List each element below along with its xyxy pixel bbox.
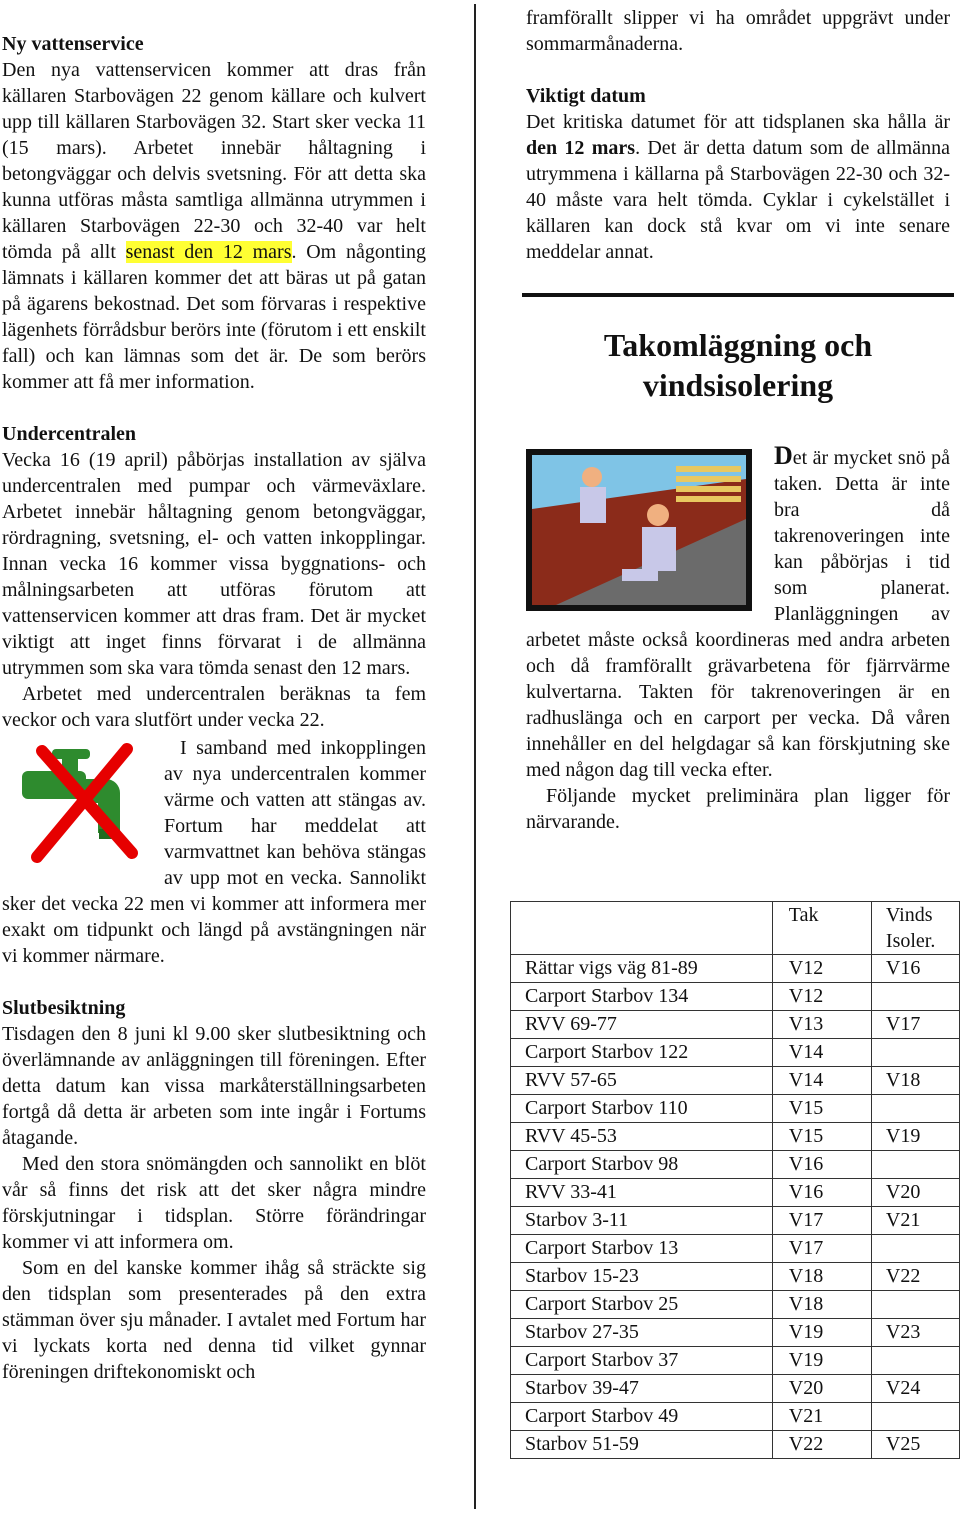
table-cell-2 [871,1235,959,1263]
table-row [511,1431,960,1459]
paragraph-slutbesiktning-2: Med den stora snömängden och sannolikt en blöt vår så finns det risk att det sker några mindre förskjutningar i tidsplan. Större förändringar kommer vi att informera om. [2,1153,426,1253]
table-cell-2: V22 [871,1263,959,1291]
table-cell-0: Carport Starbov 25 [511,1291,773,1319]
table-cell-0: Starbov 39-47 [511,1375,773,1403]
table-cell-0: Carport Starbov 13 [511,1235,773,1263]
table-row [511,1123,960,1151]
table-cell-0: Carport Starbov 134 [511,983,773,1011]
table-header-cell-1: Tak [772,902,871,955]
table-cell-1: V22 [772,1431,871,1459]
paragraph-continuation: framförallt slipper vi ha området uppgrävt under sommarmånaderna. [526,7,950,55]
table-row [511,983,960,1011]
dropcap: D [774,441,793,470]
paragraph-undercentralen-1: Vecka 16 (19 april) påbörjas installation av själva undercentralen med pumpar och värmeväxlare. Arbetet innebär håltagning genom betongväggar, rördragning, svetsning, el- och vatten inkopplingar. Innan vecka 16 kommer vissa byggnations- och målningsarbeten att utföras förutom att vattenservicen kommer att dras fram. Det är mycket viktigt att inget finns förvarat i de allmänna utrymmen som ska vara tömda senast den 12 mars. [2,449,426,679]
paragraph-viktigt-datum: Det kritiska datumet för att tidsplanen ska hålla är den 12 mars. Det är detta datum som de allmänna utrymmena i källarna på Starbovägen 22-30 och 32-40 måste vara helt tömda. Cyklar i cykelstället i källaren kan dock stå kvar om vi inte senare meddelar annat. [526,111,950,263]
table-cell-1: V12 [772,983,871,1011]
table-cell-1: V12 [772,955,871,983]
title-takomlaggning: Takomläggning och vindsisolering [603,327,873,403]
table-cell-1: V16 [772,1151,871,1179]
paragraph-vattenservice: Den nya vattenservicen kommer att dras från källaren Starbovägen 22 genom källare och kulvert upp till källaren Starbovägen 32. Start sker vecka 11 (15 mars). Arbetet innebär håltagning i betongväggar och delvis svetsning. För att detta ska kunna utföras måsta samtliga allmänna utrymmen i källaren Starbovägen 22-30 och 32-40 var helt tömda på allt senast den 12 mars. Om någonting lämnats i källaren kommer det att bäras ut på gatan på ägarens bekostnad. Det som förvaras i respektive lägenhets förrådsbur berörs inte (förutom i ett enskilt fall) och kan lämnas som det är. De som berörs kommer att få mer information. [2,59,426,393]
table-cell-0: Starbov 15-23 [511,1263,773,1291]
table-cell-1: V19 [772,1319,871,1347]
table-row [511,1207,960,1235]
table-cell-1: V18 [772,1263,871,1291]
table-row [511,1039,960,1067]
table-row [511,1291,960,1319]
heading-viktigt-datum: Viktigt datum [526,85,646,107]
schedule-table [510,901,960,1459]
paragraph-undercentralen-2: Arbetet med undercentralen beräknas ta fem veckor och vara slutfört under vecka 22. [2,683,426,731]
table-cell-1: V16 [772,1179,871,1207]
faucet-crossed-icon [2,735,152,868]
table-row [511,1095,960,1123]
table-cell-0: Carport Starbov 110 [511,1095,773,1123]
table-cell-1: V15 [772,1095,871,1123]
paragraph-takomlaggning-1: Det är mycket snö på taken. Detta är inte bra då takrenoveringen inte kan påbörjas i tid som planerat. Planläggningen av arbetet måste också koordineras med andra arbeten och då framförallt grävarbetena för fjärrvärme kulvertarna. Takten för takrenoveringen är en radhuslänga och en carport per vecka. Då våren innehåller en del helgdagar så kan förskjutning ske med någon dag till vecka efter. [526,441,950,781]
table-cell-0: Rättar vigs väg 81-89 [511,955,773,983]
table-row [511,1375,960,1403]
table-cell-1: V15 [772,1123,871,1151]
bold-date: den 12 mars [526,137,636,159]
table-cell-0: Carport Starbov 49 [511,1403,773,1431]
table-row [511,1067,960,1095]
table-row [511,1319,960,1347]
table-cell-2: V25 [871,1431,959,1459]
left-column [2,0,426,1385]
table-row [511,1347,960,1375]
table-cell-2 [871,983,959,1011]
column-divider [474,4,476,1509]
table-cell-0: RVV 45-53 [511,1123,773,1151]
table-cell-2 [871,1151,959,1179]
table-header-cell-2: Vinds Isoler. [871,902,959,955]
table-cell-0: RVV 33-41 [511,1179,773,1207]
table-row [511,1235,960,1263]
table-cell-2: V21 [871,1207,959,1235]
table-cell-1: V21 [772,1403,871,1431]
table-cell-2 [871,1039,959,1067]
heading-slutbesiktning: Slutbesiktning [2,997,126,1019]
table-cell-2 [871,1403,959,1431]
table-row [511,1403,960,1431]
table-cell-1: V14 [772,1039,871,1067]
table-cell-1: V18 [772,1291,871,1319]
table-cell-2: V19 [871,1123,959,1151]
table-row [511,1011,960,1039]
table-cell-2: V24 [871,1375,959,1403]
table-cell-2 [871,1291,959,1319]
table-header-cell-0 [511,902,773,955]
table-cell-0: Starbov 3-11 [511,1207,773,1235]
table-cell-2 [871,1095,959,1123]
table-cell-0: RVV 69-77 [511,1011,773,1039]
table-cell-0: Carport Starbov 122 [511,1039,773,1067]
table-row [511,955,960,983]
table-cell-2 [871,1347,959,1375]
roof-workers-illustration [526,449,752,616]
table-row [511,1151,960,1179]
section-rule [522,293,954,297]
paragraph-slutbesiktning-3: Som en del kanske kommer ihåg så sträckte sig den tidsplan som presenterades på den extra stämman över sju månader. I avtalet med Fortum har vi lyckats korta ned denna tid vilket gynnar föreningen driftekonomiskt och [2,1257,426,1383]
paragraph-slutbesiktning-1: Tisdagen den 8 juni kl 9.00 sker slutbesiktning och överlämnande av anläggningen till föreningen. Efter detta datum kan vissa markåterställningsarbeten fortgå då detta är arbeten som inte ingår i Fortums åtagande. [2,1023,426,1149]
table-cell-2: V23 [871,1319,959,1347]
table-cell-1: V17 [772,1207,871,1235]
paragraph-takomlaggning-2: Följande mycket preliminära plan ligger för närvarande. [526,785,950,833]
table-cell-1: V20 [772,1375,871,1403]
table-header-row [511,902,960,955]
right-column [526,0,950,835]
table-cell-0: RVV 57-65 [511,1067,773,1095]
table-cell-2: V17 [871,1011,959,1039]
paragraph-undercentralen-3: I samband med inkopplingen av nya undercentralen kommer värme och vatten att stängas av. Fortum har meddelat att varmvattnet kan behöva stängas av upp mot en vecka. Sannolikt sker det vecka 22 men vi kommer att informera mer exakt om tidpunkt och längd på avstängningen när vi kommer närmare. [2,737,426,967]
table-cell-1: V19 [772,1347,871,1375]
heading-ny-vattenservice: Ny vattenservice [2,33,144,55]
heading-undercentralen: Undercentralen [2,423,137,445]
table-cell-2: V20 [871,1179,959,1207]
table-cell-1: V14 [772,1067,871,1095]
table-cell-2: V18 [871,1067,959,1095]
table-cell-0: Starbov 51-59 [511,1431,773,1459]
highlight-date: senast den 12 mars [125,241,292,263]
table-cell-2: V16 [871,955,959,983]
table-row [511,1179,960,1207]
table-cell-0: Starbov 27-35 [511,1319,773,1347]
table-cell-0: Carport Starbov 98 [511,1151,773,1179]
table-cell-1: V13 [772,1011,871,1039]
table-cell-1: V17 [772,1235,871,1263]
table-row [511,1263,960,1291]
table-cell-0: Carport Starbov 37 [511,1347,773,1375]
